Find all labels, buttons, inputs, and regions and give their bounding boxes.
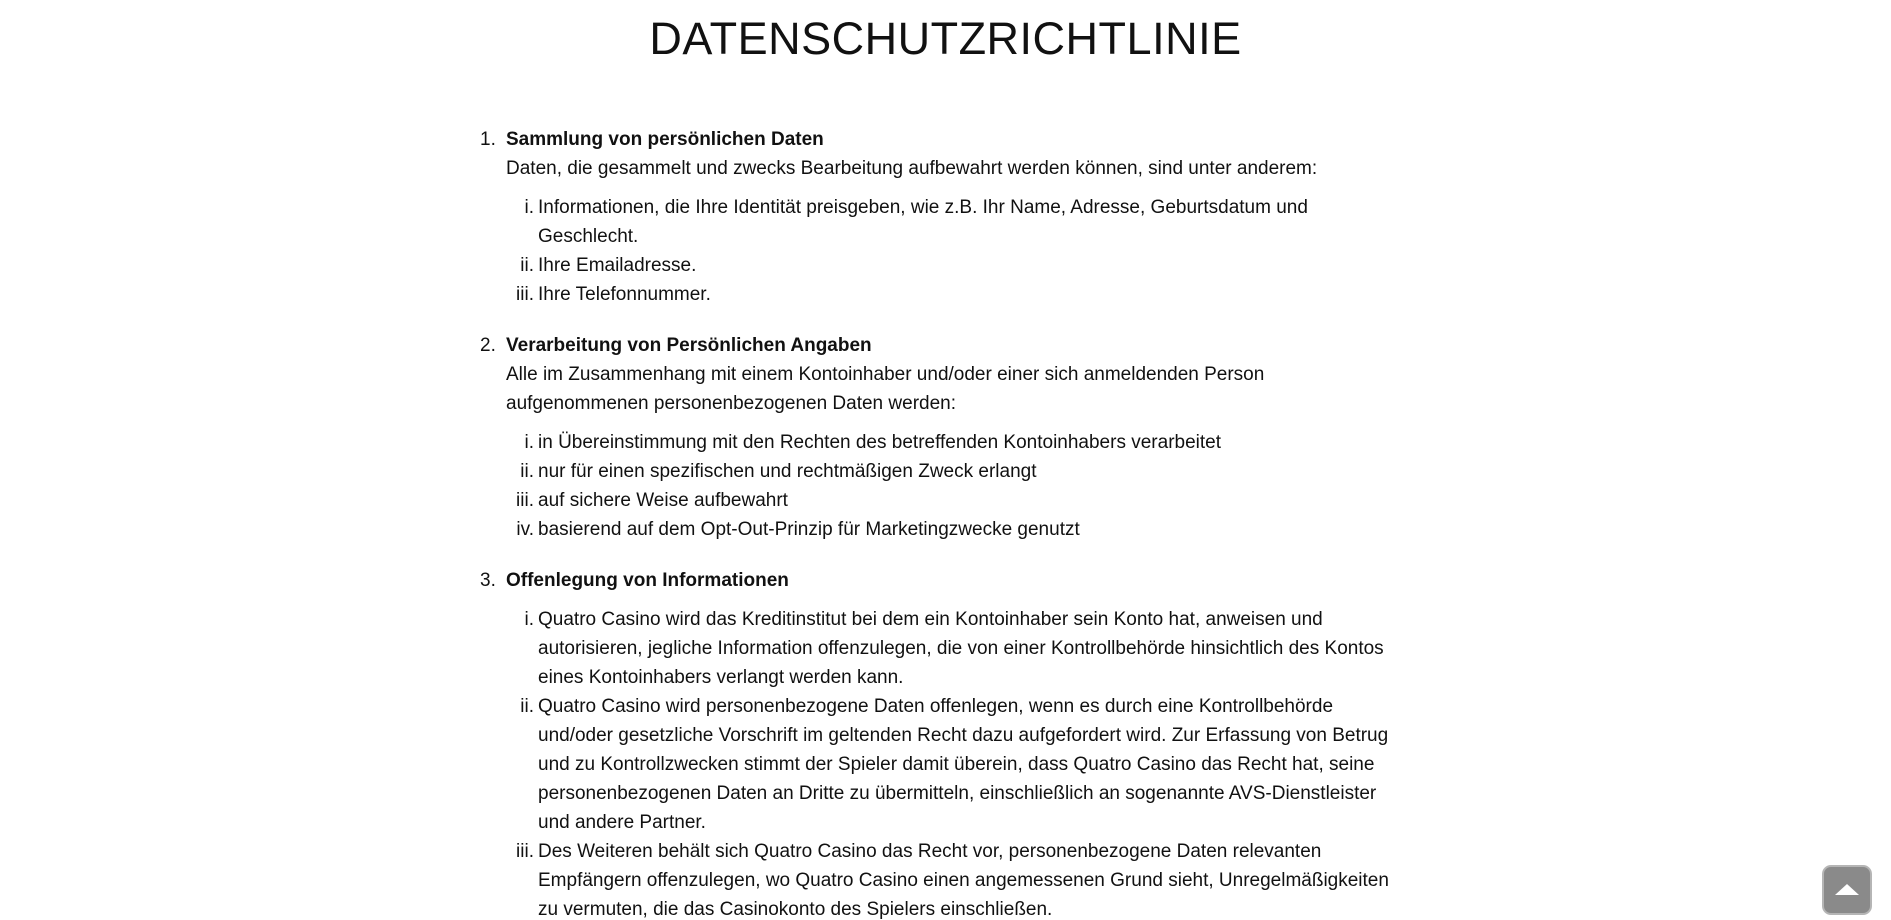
- list-item: [506, 280, 1400, 309]
- list-item-text: auf sichere Weise aufbewahrt: [538, 490, 788, 511]
- list-item-text: nur für einen spezifischen und rechtmäßigen Zweck erlangt: [538, 461, 1037, 482]
- page-title: DATENSCHUTZRICHTLINIE: [649, 13, 1242, 64]
- section-heading: Verarbeitung von Persönlichen Angaben: [506, 335, 872, 356]
- chevron-up-icon: [1835, 884, 1859, 895]
- section-heading: Sammlung von persönlichen Daten: [506, 129, 824, 150]
- list-item: [506, 605, 1400, 692]
- list-item-text: in Übereinstimmung mit den Rechten des betreffenden Kontoinhabers verarbeitet: [538, 432, 1221, 453]
- list-item-number: i.: [524, 432, 534, 453]
- list-item: [506, 457, 1400, 486]
- list-item-text: Quatro Casino wird das Kreditinstitut bei dem ein Kontoinhaber sein Konto hat, anweisen und autorisieren, jegliche Information offenzulegen, die von einer Kontrollbehörde hinsichtlich des Kontos eines Kontoinhabers verlangt werden kann.: [538, 609, 1384, 688]
- list-item-number: iii.: [516, 284, 534, 305]
- section-sublist: [506, 605, 1400, 920]
- list-item-text: basierend auf dem Opt-Out-Prinzip für Marketingzwecke genutzt: [538, 519, 1080, 540]
- section-number: 2.: [480, 335, 496, 356]
- section-number: 3.: [480, 570, 496, 591]
- list-item-number: iv.: [516, 519, 534, 540]
- section-sublist: [506, 193, 1400, 309]
- list-item-number: iii.: [516, 841, 534, 862]
- policy-content: [480, 125, 1400, 920]
- list-item-text: Informationen, die Ihre Identität preisgeben, wie z.B. Ihr Name, Adresse, Geburtsdatum und Geschlecht.: [538, 197, 1308, 247]
- section-number: 1.: [480, 129, 496, 150]
- list-item-text: Quatro Casino wird personenbezogene Daten offenlegen, wenn es durch eine Kontrollbehörde und/oder gesetzliche Vorschrift im geltenden Recht dazu aufgefordert wird. Zur Erfassung von Betrug und zu Kontrollzwecken stimmt der Spieler damit überein, dass Quatro Casino das Recht hat, seine personenbezogenen Daten an Dritte zu übermitteln, einschließlich an sogenannte AVS-Dienstleister und andere Partner.: [538, 696, 1389, 833]
- policy-sections: [480, 125, 1400, 920]
- policy-section-2: [480, 331, 1400, 544]
- list-item-text: Ihre Telefonnummer.: [538, 284, 711, 305]
- section-intro: Alle im Zusammenhang mit einem Kontoinhaber und/oder einer sich anmeldenden Person aufgenommenen personenbezogenen Daten werden:: [506, 364, 1265, 414]
- list-item-text: Ihre Emailadresse.: [538, 255, 697, 276]
- list-item-number: ii.: [520, 255, 534, 276]
- list-item: [506, 515, 1400, 544]
- policy-section-3: [480, 566, 1400, 920]
- list-item-number: ii.: [520, 461, 534, 482]
- section-sublist: [506, 428, 1400, 544]
- policy-section-1: [480, 125, 1400, 309]
- list-item: [506, 428, 1400, 457]
- section-intro: Daten, die gesammelt und zwecks Bearbeitung aufbewahrt werden können, sind unter anderem:: [506, 158, 1318, 179]
- list-item: [506, 837, 1400, 920]
- list-item-number: iii.: [516, 490, 534, 511]
- list-item-number: i.: [524, 197, 534, 218]
- list-item: [506, 251, 1400, 280]
- section-heading: Offenlegung von Informationen: [506, 570, 789, 591]
- scroll-to-top-button[interactable]: [1822, 865, 1872, 915]
- list-item-number: ii.: [520, 696, 534, 717]
- list-item-number: i.: [524, 609, 534, 630]
- list-item: [506, 486, 1400, 515]
- list-item-text: Des Weiteren behält sich Quatro Casino das Recht vor, personenbezogene Daten relevanten Empfängern offenzulegen, wo Quatro Casino einen angemessenen Grund sieht, Unregelmäßigkeiten zu vermuten, die das Casinokonto des Spielers einschließen.: [538, 841, 1389, 920]
- list-item: [506, 193, 1400, 251]
- list-item: [506, 692, 1400, 837]
